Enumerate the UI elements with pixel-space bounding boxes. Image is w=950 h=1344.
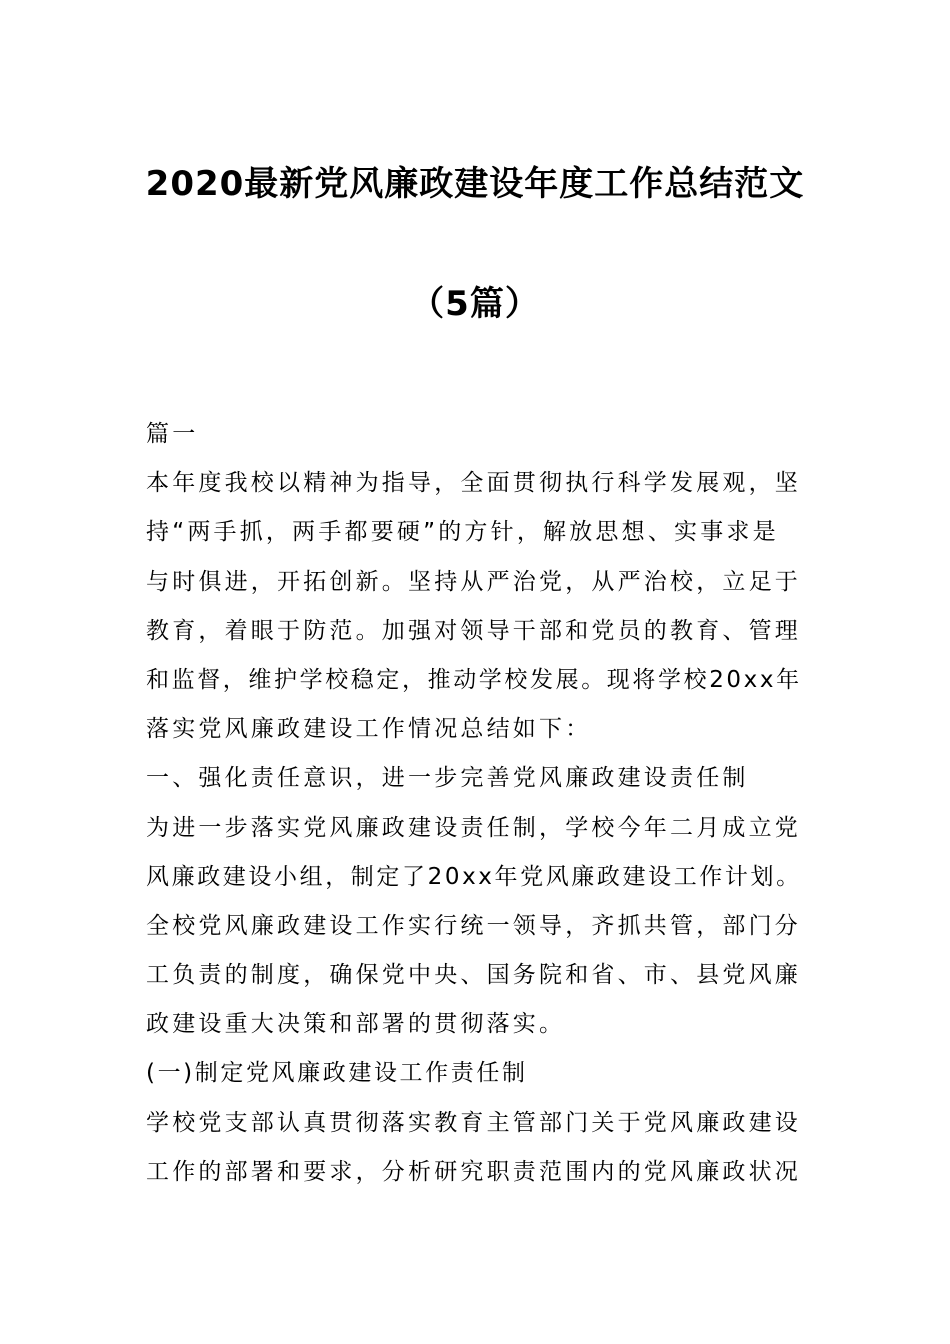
body-line: 为进一步落实党风廉政建设责任制，学校今年二月成立党 bbox=[146, 814, 801, 841]
body-line: 风廉政建设小组，制定了20xx年党风廉政建设工作计划。 bbox=[146, 863, 802, 890]
body-line: 全校党风廉政建设工作实行统一领导，齐抓共管，部门分 bbox=[146, 912, 801, 939]
body-line: 持“两手抓，两手都要硬”的方针，解放思想、实事求是 bbox=[146, 519, 779, 546]
body-line: 和监督，维护学校稳定，推动学校发展。现将学校20xx年 bbox=[146, 666, 802, 693]
body-line: 本年度我校以精神为指导，全面贯彻执行科学发展观，坚 bbox=[146, 470, 801, 497]
body-line: 与时俱进，开拓创新。坚持从严治党，从严治校，立足于 bbox=[146, 568, 801, 595]
body-line: 政建设重大决策和部署的贯彻落实。 bbox=[146, 1011, 566, 1038]
body-line: 教育，着眼于防范。加强对领导干部和党员的教育、管理 bbox=[146, 617, 801, 644]
document-subtitle: （5篇） bbox=[410, 284, 540, 324]
section-heading-part-one: 篇一 bbox=[146, 421, 199, 447]
body-line: 工负责的制度，确保党中央、国务院和省、市、县党风廉 bbox=[146, 962, 801, 989]
body-line: 工作的部署和要求，分析研究职责范围内的党风廉政状况 bbox=[146, 1158, 801, 1185]
document-title: 2020最新党风廉政建设年度工作总结范文 bbox=[145, 164, 805, 204]
subsection-heading: (一)制定党风廉政建设工作责任制 bbox=[146, 1060, 528, 1087]
body-line: 落实党风廉政建设工作情况总结如下： bbox=[146, 716, 592, 743]
document-body bbox=[146, 410, 806, 1197]
section-heading-one: 一、强化责任意识，进一步完善党风廉政建设责任制 bbox=[146, 765, 749, 792]
body-line: 学校党支部认真贯彻落实教育主管部门关于党风廉政建设 bbox=[146, 1109, 801, 1136]
